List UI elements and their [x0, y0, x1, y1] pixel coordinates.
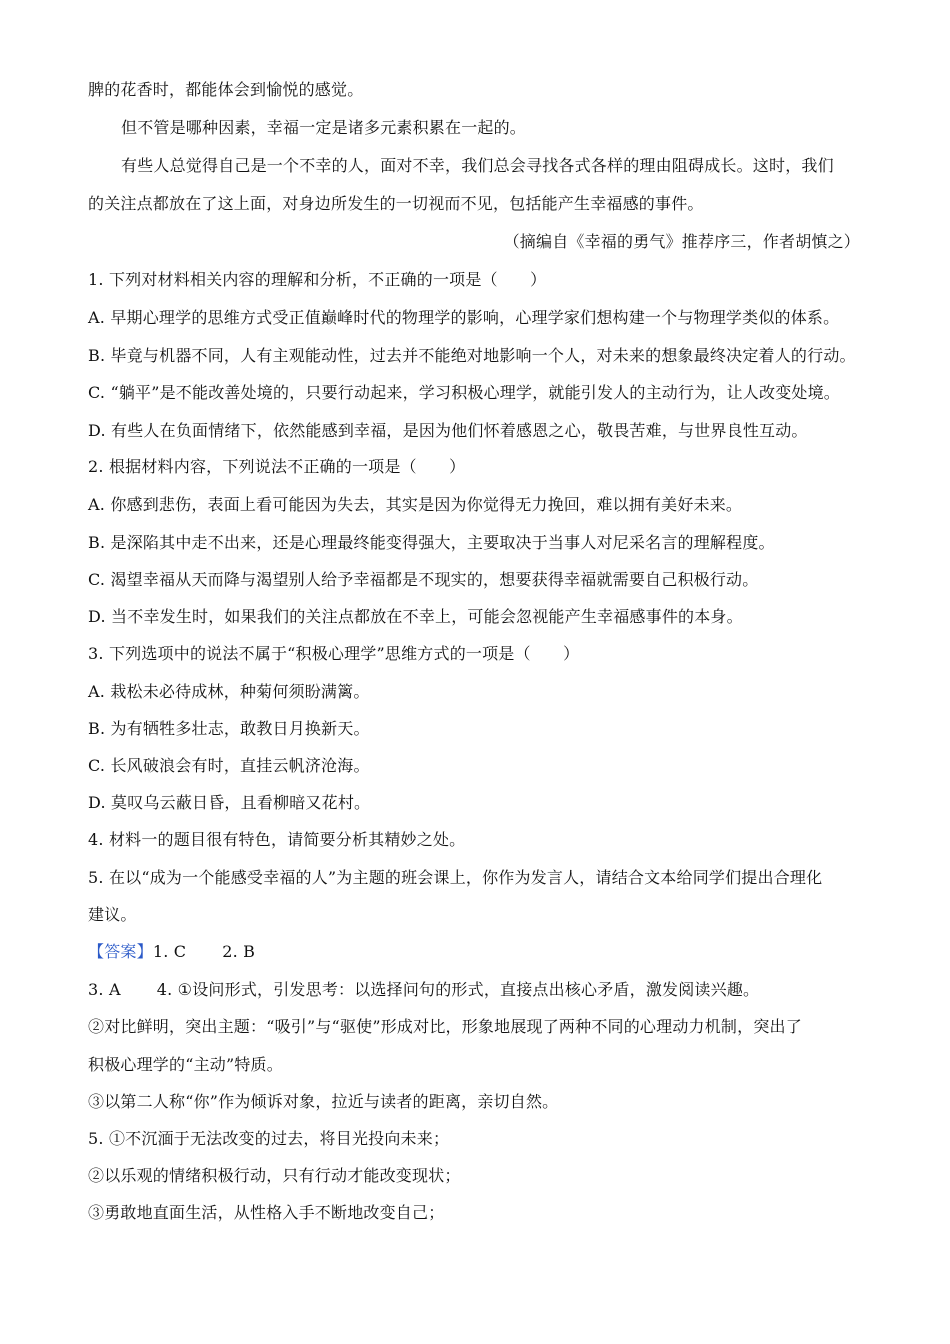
question-1-option-c: C. “躺平”是不能改善处境的，只要行动起来，学习积极心理学，就能引发人的主动行为，让人改变处境。 [88, 383, 841, 402]
question-3-option-b: B. 为有牺牲多壮志，敢教日月换新天。 [88, 719, 370, 738]
answer-4-point-2-line: ②对比鲜明，突出主题：“吸引”与“驱使”形成对比，形象地展现了两种不同的心理动力机制，突出了 [88, 1017, 802, 1036]
question-3-stem: 3. 下列选项中的说法不属于“积极心理学”思维方式的一项是（ ） [88, 644, 580, 663]
passage-paragraph: 但不管是哪种因素，幸福一定是诸多元素积累在一起的。 [121, 118, 527, 137]
answer-4-point-3: ③以第二人称“你”作为倾诉对象，拉近与读者的距离，亲切自然。 [88, 1092, 559, 1111]
question-1-stem: 1. 下列对材料相关内容的理解和分析，不正确的一项是（ ） [88, 270, 547, 289]
question-1-option-b: B. 毕竟与机器不同，人有主观能动性，过去并不能绝对地影响一个人，对未来的想象最终决定着人的行动。 [88, 346, 856, 365]
question-4-stem: 4. 材料一的题目很有特色，请简要分析其精妙之处。 [88, 830, 466, 849]
passage-paragraph-line: 有些人总觉得自己是一个不幸的人，面对不幸，我们总会寻找各式各样的理由阻碍成长。这时，我们 [121, 156, 834, 175]
answer-2: 2. B [222, 942, 256, 961]
question-5-stem-line: 5. 在以“成为一个能感受幸福的人”为主题的班会课上，你作为发言人，请结合文本给同学们提出合理化 [88, 868, 823, 887]
answer-3-4-line [88, 980, 759, 1000]
answer-header [88, 942, 255, 962]
question-3-option-d: D. 莫叹乌云蔽日昏，且看柳暗又花村。 [88, 793, 371, 812]
question-3-option-c: C. 长风破浪会有时，直挂云帆济沧海。 [88, 756, 370, 775]
passage-paragraph-end: 脾的花香时，都能体会到愉悦的感觉。 [88, 80, 364, 99]
question-1-option-a: A. 早期心理学的思维方式受正值巅峰时代的物理学的影响，心理学家们想构建一个与物理学类似的体系。 [88, 308, 840, 327]
answer-3: 3. A [88, 980, 121, 999]
question-2-option-b: B. 是深陷其中走不出来，还是心理最终能变得强大，主要取决于当事人对尼采名言的理解程度。 [88, 533, 775, 552]
question-2-option-d: D. 当不幸发生时，如果我们的关注点都放在不幸上，可能会忽视能产生幸福感事件的本身。 [88, 607, 743, 626]
answer-5-point-2: ②以乐观的情绪积极行动，只有行动才能改变现状； [88, 1166, 461, 1185]
question-3-option-a: A. 栽松未必待成林，种菊何须盼满篱。 [88, 682, 370, 701]
answer-1: 1. C [152, 942, 187, 961]
answer-4-point-2-line: 积极心理学的“主动”特质。 [88, 1055, 283, 1074]
question-1-option-d: D. 有些人在负面情绪下，依然能感到幸福，是因为他们怀着感恩之心，敬畏苦难，与世界良性互动。 [88, 421, 808, 440]
question-2-option-c: C. 渴望幸福从天而降与渴望别人给予幸福都是不现实的，想要获得幸福就需要自己积极行动。 [88, 570, 759, 589]
answer-tag: 【答案】 [88, 942, 153, 961]
question-2-option-a: A. 你感到悲伤，表面上看可能因为失去，其实是因为你觉得无力挽回，难以拥有美好未来。 [88, 495, 743, 514]
question-2-stem: 2. 根据材料内容，下列说法不正确的一项是（ ） [88, 457, 466, 476]
passage-paragraph-line: 的关注点都放在了这上面，对身边所发生的一切视而不见，包括能产生幸福感的事件。 [88, 194, 704, 213]
answer-5-point-1: 5. ①不沉湎于无法改变的过去，将目光投向未来； [88, 1129, 450, 1148]
answer-5-point-3: ③勇敢地直面生活，从性格入手不断地改变自己； [88, 1203, 445, 1222]
answer-4-point-1: 4. ①设问形式，引发思考：以选择问句的形式，直接点出核心矛盾，激发阅读兴趣。 [156, 980, 760, 999]
passage-source: （摘编自《幸福的勇气》推荐序三，作者胡慎之） [503, 232, 860, 251]
question-5-stem-line: 建议。 [88, 905, 137, 924]
